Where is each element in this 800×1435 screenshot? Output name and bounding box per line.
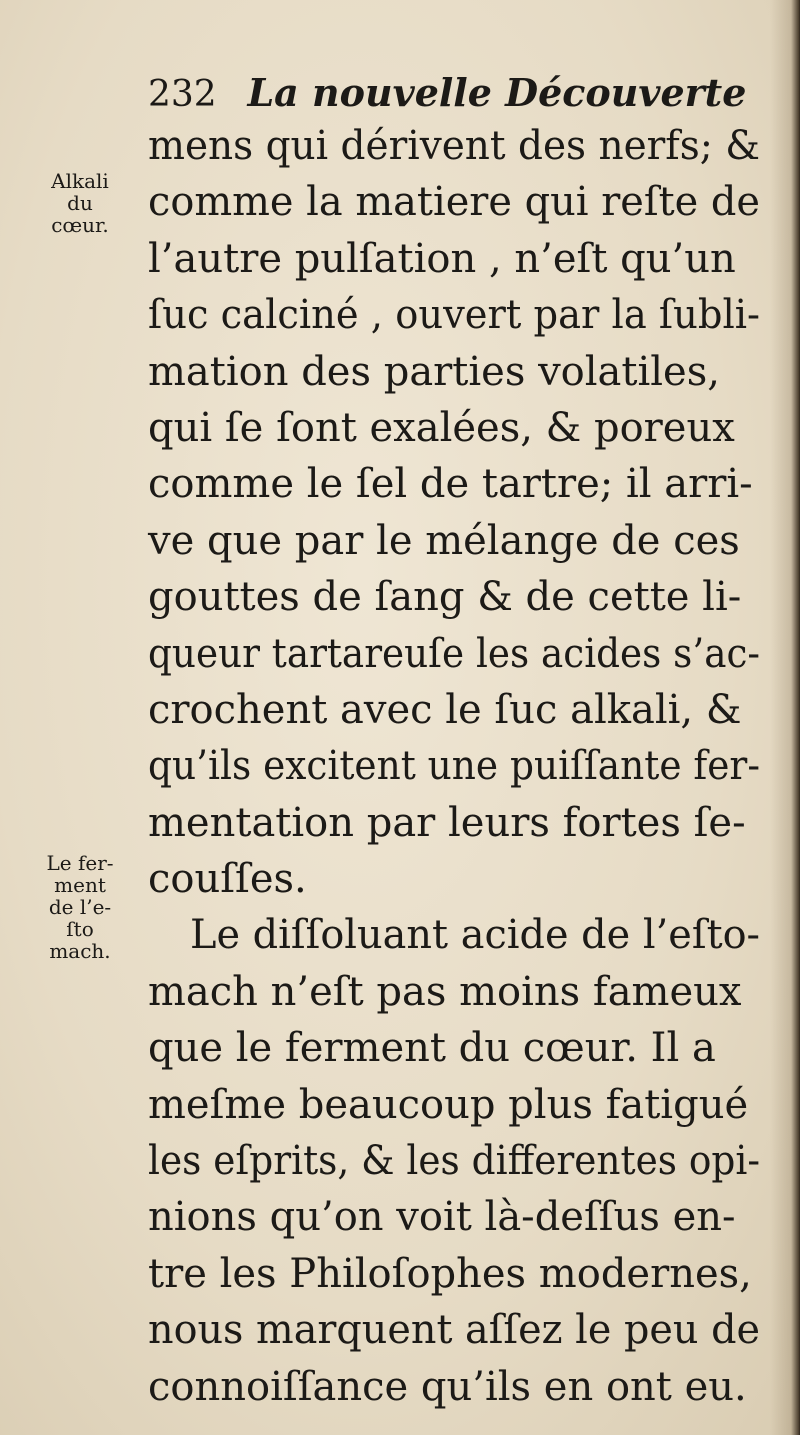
text-line: qui ſe ſont exalées, & poreux [148,404,735,451]
text-line: gouttes de ſang & de cette li- [148,574,742,621]
text-line: mens qui dérivent des nerfs; & [148,123,760,169]
text-line: ſuc calciné , ouvert par la ſubli- [148,292,760,339]
margin-note-line: Le fer- [46,851,114,875]
text-line: connoiſſance qu’ils en ont eu. [148,1363,747,1410]
text-line: nions qu’on voit là-deſſus en- [148,1194,736,1241]
text-line: tre les Philoſophes modernes, [148,1250,752,1297]
text-line: qu’ils excitent une puiſſante fer- [148,743,760,790]
text-line: les eſprits, & les differentes opi- [148,1138,760,1185]
margin-note-alkali [30,170,130,236]
text-line: Le diſſoluant acide de l’eſto- [190,912,760,959]
margin-note-line: ment [54,873,106,897]
running-title: La nouvelle Découverte [247,70,747,115]
text-line: queur tartareuſe les acides s’ac- [148,630,760,677]
margin-note-line: cœur. [51,213,109,237]
page-gutter-shadow [770,0,800,1435]
margin-note-ferment [30,852,130,962]
body-text [148,118,760,1415]
text-line: mach n’eſt pas moins fameux [148,968,742,1015]
margin-note-line: Alkali [51,169,109,193]
text-line: crochent avec le ſuc alkali, & [148,686,742,733]
text-line: nous marquent aſſez le peu de [148,1307,760,1354]
text-line: l’autre pulſation , n’eſt qu’un [148,235,736,282]
margin-note-line: ſto [66,917,94,941]
text-line: couſſes. [148,856,307,903]
text-line: mentation par leurs fortes ſe- [148,799,746,846]
text-line: meſme beaucoup plus fatigué [148,1081,749,1128]
margin-note-line: du [67,191,93,215]
margin-note-line: de l’e- [48,895,112,919]
page-number: 232 [148,74,217,115]
text-line: que le ferment du cœur. Il a [148,1025,716,1072]
page-header [148,68,748,118]
text-line: ve que par le mélange de ces [148,517,740,564]
text-line: comme le ſel de tartre; il arri- [148,461,753,508]
margin-note-line: mach. [49,939,111,963]
text-line: comme la matiere qui reſte de [148,179,760,226]
text-line: mation des parties volatiles, [148,348,720,395]
